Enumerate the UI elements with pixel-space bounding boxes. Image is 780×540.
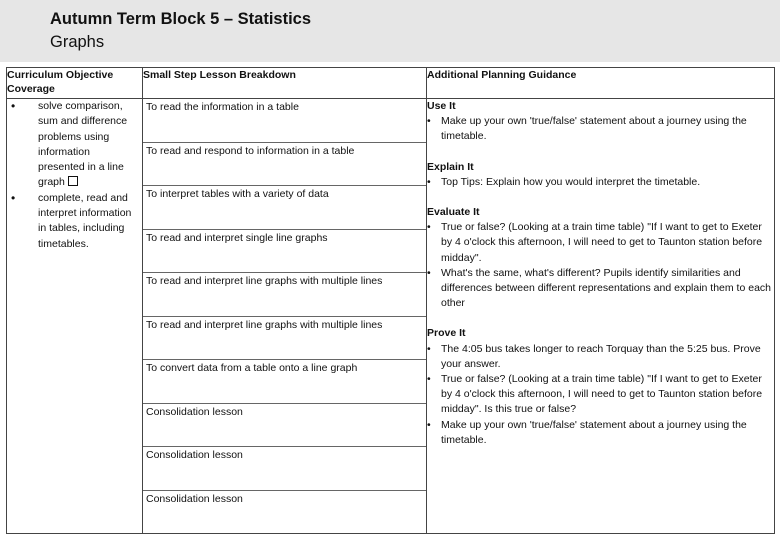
- step-item: To convert data from a table onto a line graph: [143, 360, 426, 404]
- step-item: Consolidation lesson: [143, 447, 426, 491]
- section-title: Explain It: [427, 160, 474, 173]
- step-item: To read and interpret line graphs with multiple lines: [143, 317, 426, 361]
- step-item: Consolidation lesson: [146, 492, 243, 505]
- objective-item: [11, 99, 138, 191]
- objectives-cell: [7, 99, 143, 534]
- col-header-objectives: Curriculum Objective Coverage: [7, 68, 143, 99]
- checkbox-glyph-icon: [68, 176, 78, 186]
- guidance-item: • Make up your own 'true/false' statement about a journey using the timetable.: [427, 114, 774, 144]
- planning-table: [6, 67, 775, 534]
- objective-text: complete, read and interpret information in tables, including timetables.: [38, 191, 132, 250]
- use-it-section: [427, 99, 774, 145]
- explain-it-section: [427, 160, 774, 190]
- guidance-item: • Make up your own 'true/false' statement about a journey using the timetable.: [427, 418, 774, 448]
- evaluate-it-section: [427, 205, 774, 311]
- col-header-steps: Small Step Lesson Breakdown: [143, 68, 427, 99]
- objective-item: [11, 191, 138, 252]
- steps-list: [143, 99, 426, 533]
- step-item: To interpret tables with a variety of data: [143, 186, 426, 230]
- guidance-item: • True or false? (Looking at a train time table) "If I want to get to Exeter by 4 o'clock this afternoon, I will need to get to Taunton station before midday". Is this true or false?: [427, 372, 774, 418]
- step-item: To read the information in a table: [143, 99, 426, 143]
- guidance-item: • The 4:05 bus takes longer to reach Torquay than the 5:25 bus. Prove your answer.: [427, 342, 774, 372]
- guidance-item: • Top Tips: Explain how you would interpret the timetable.: [427, 175, 774, 190]
- step-item: To read and respond to information in a table: [143, 143, 426, 187]
- objective-text: solve comparison, sum and difference problems using information presented in a line graph: [38, 100, 128, 189]
- step-item: Consolidation lesson: [143, 404, 426, 448]
- page-title: Autumn Term Block 5 – Statistics: [50, 10, 312, 28]
- step-item: To read and interpret line graphs with multiple lines: [143, 273, 426, 317]
- guidance-cell: [427, 99, 775, 534]
- section-title: Prove It: [427, 327, 466, 340]
- step-item: To read and interpret single line graphs: [143, 230, 426, 274]
- header-bar: [0, 0, 780, 62]
- objectives-list: [7, 99, 142, 252]
- guidance-item: • True or false? (Looking at a train time table) "If I want to get to Exeter by 4 o'clock this afternoon, I will need to get to Taunton station before midday".: [427, 220, 774, 266]
- col-header-guidance: Additional Planning Guidance: [427, 68, 775, 99]
- page-subtitle: Graphs: [50, 33, 105, 51]
- steps-cell: [143, 99, 427, 534]
- prove-it-section: [427, 326, 774, 448]
- section-title: Use It: [427, 100, 456, 112]
- section-title: Evaluate It: [427, 206, 480, 219]
- guidance-item: • What's the same, what's different? Pupils identify similarities and differences between different representations and explain them to each other: [427, 266, 774, 312]
